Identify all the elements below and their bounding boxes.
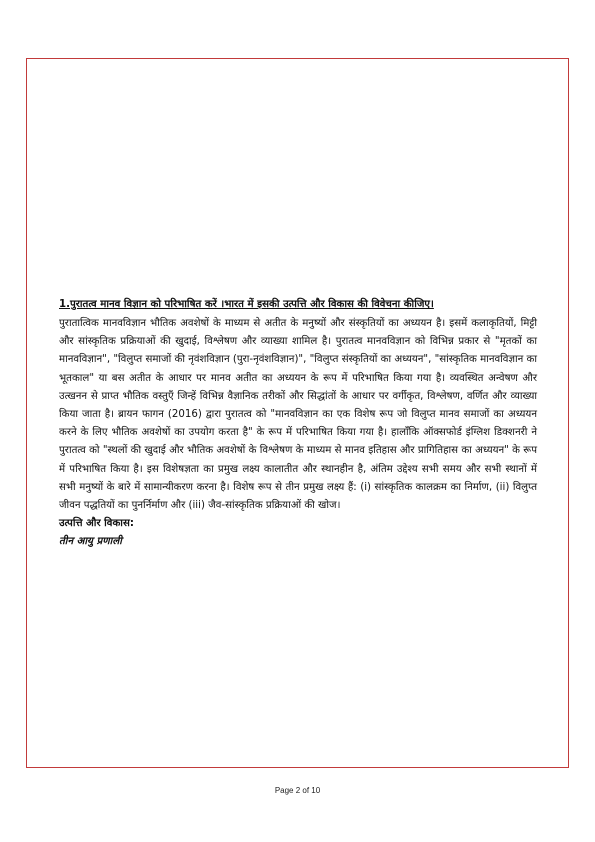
page-number: Page 2 of 10	[274, 786, 321, 795]
document-body	[59, 297, 537, 551]
section-subheading-italic: तीन आयु प्रणाली	[59, 536, 122, 548]
body-paragraph: पुरातात्विक मानवविज्ञान भौतिक अवशेषों के माध्यम से अतीत के मनुष्यों और संस्कृतियों का अध्ययन है। इसमें कलाकृतियों, मिट्टी और सांस्कृतिक प्रक्रियाओं की खुदाई, विश्लेषण और व्याख्या शामिल है। पुरातत्व मानवविज्ञान को विभिन्न प्रकार से "मृतकों का मानवविज्ञान", "विलुप्त समाजों की नृवंशविज्ञान (पुरा-नृवंशविज्ञान)", "विलुप्त संस्कृतियों का अध्ययन", "सांस्कृतिक मानवविज्ञान का भूतकाल" या बस अतीत के आधार पर मानव अतीत का अध्ययन के रूप में परिभाषित किया गया है। व्यवस्थित अन्वेषण और उत्खनन से प्राप्त भौतिक वस्तुएँ जिन्हें विभिन्न वैज्ञानिक तरीकों और सिद्धांतों के आधार पर वर्गीकृत, विश्लेषण, वर्णित और व्याख्या किया जाता है। ब्रायन फागन (2016) द्वारा पुरातत्व को "मानवविज्ञान का एक विशेष रूप जो विलुप्त मानव समाजों का अध्ययन करने के लिए भौतिक अवशेषों का उपयोग करता है" के रूप में परिभाषित किया गया है। हालाँकि ऑक्सफोर्ड इंग्लिश डिक्शनरी ने पुरातत्व को "स्थलों की खुदाई और भौतिक अवशेषों के विश्लेषण के माध्यम से मानव इतिहास और प्रागितिहास का अध्ययन" के रूप में परिभाषित किया है। इस विशेषज्ञता का प्रमुख लक्ष्य कालातीत और स्थानहीन है, अंतिम उद्देश्य सभी समय और सभी स्थानों में सभी मनुष्यों के बारे में सामान्यीकरण करना है। विशेष रूप से तीन प्रमुख लक्ष्य हैं: (i) सांस्कृतिक कालक्रम का निर्माण, (ii) विलुप्त जीवन पद्धतियों का पुनर्निर्माण और (iii) जैव-सांस्कृतिक प्रक्रियाओं की खोज।	[59, 318, 537, 512]
question-heading: 1.पुरातत्व मानव विज्ञान को परिभाषित करें ।भारत में इसकी उत्पत्ति और विकास की विवेचना कीजिए।	[59, 299, 434, 310]
section-subheading: उत्पत्ति और विकास:	[59, 518, 134, 530]
